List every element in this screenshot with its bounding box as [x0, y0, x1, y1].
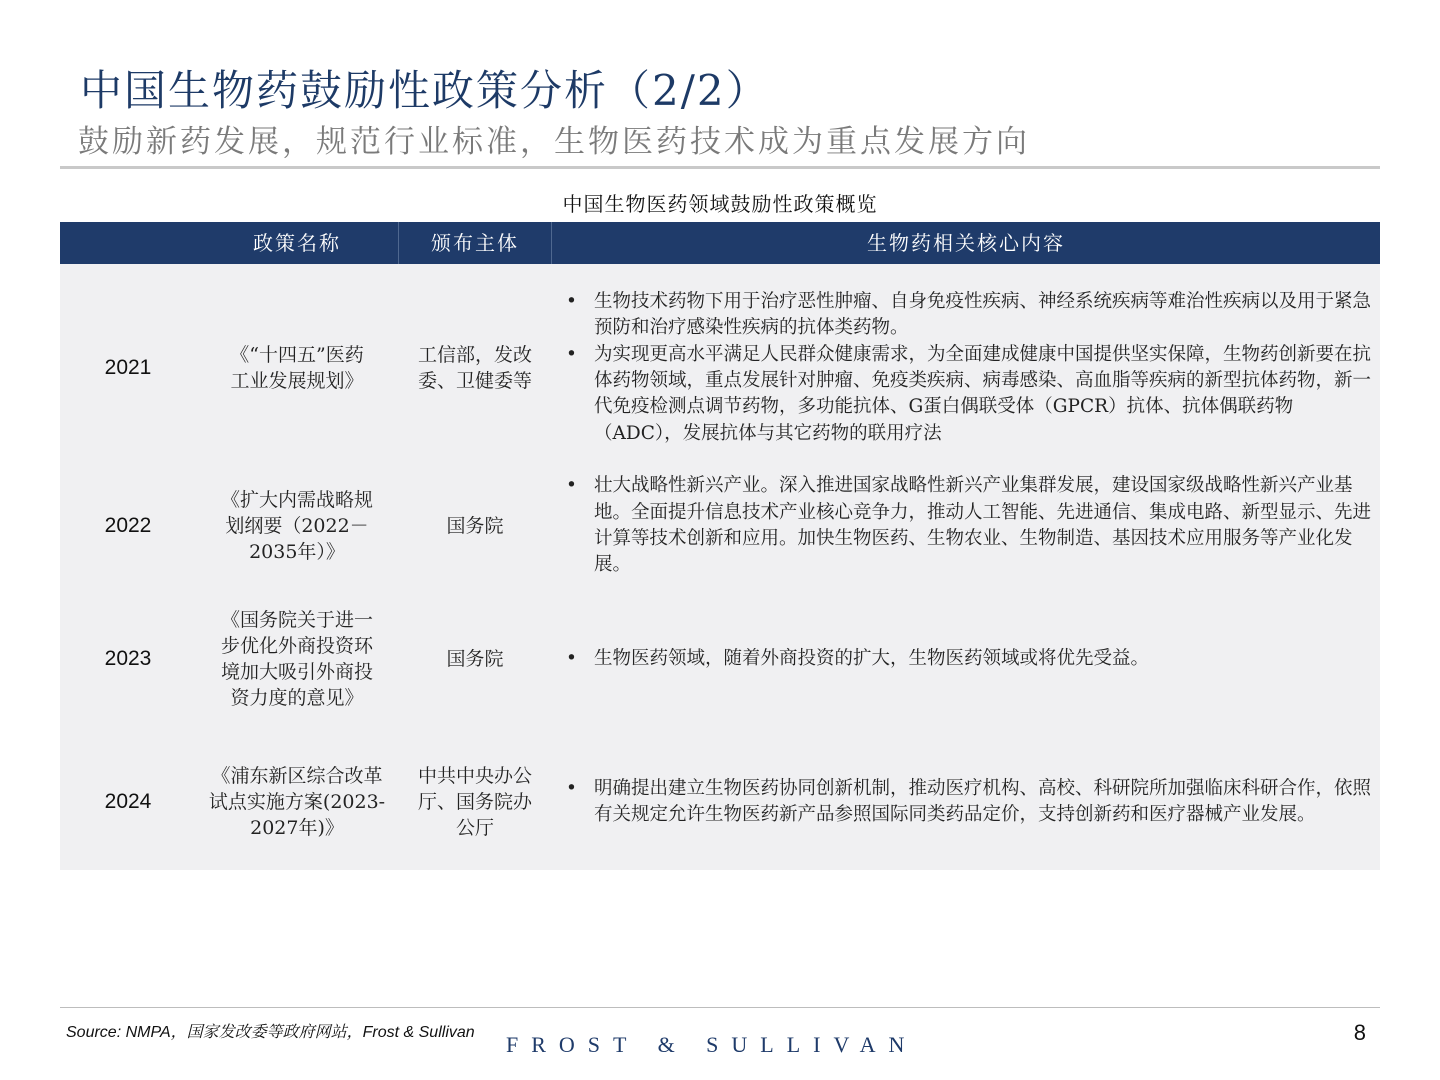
row-content	[552, 592, 1380, 726]
header-policy-name: 政策名称	[253, 231, 341, 255]
row-policy-name	[196, 752, 398, 852]
content-bullet: • 为实现更高水平满足人民群众健康需求，为全面建成健康中国提供坚实保障，生物药创新要在抗体药物领域，重点发展针对肿瘤、免疫类疾病、病毒感染、高血脂等疾病的新型抗体药物，新一代免疫检测点调节药物，多功能抗体、G蛋白偶联受体（GPCR）抗体、抗体偶联药物（ADC），发展抗体与其它药物的联用疗法	[594, 342, 1376, 447]
row-year: 2022	[104, 514, 152, 537]
row-year: 2021	[104, 356, 152, 379]
content-bullet: • 生物技术药物下用于治疗恶性肿瘤、自身免疫性疾病、神经系统疾病等难治性疾病以及用于紧急预防和治疗感染性疾病的抗体类药物。	[594, 289, 1376, 342]
row-policy-name	[196, 270, 398, 466]
table-row	[60, 472, 1380, 580]
footer-divider	[60, 1007, 1380, 1008]
policy-name-text: 《浦东新区综合改革试点实施方案(2023-2027年)》	[208, 765, 386, 839]
issuer-text: 国务院	[446, 648, 504, 670]
header-core-content: 生物药相关核心内容	[867, 231, 1065, 255]
issuer-text: 国务院	[446, 515, 504, 537]
title-divider	[60, 166, 1380, 169]
row-year: 2023	[104, 647, 152, 670]
page-subtitle: 鼓励新药发展，规范行业标准，生物医药技术成为重点发展方向	[78, 124, 1030, 160]
row-policy-name	[196, 472, 398, 580]
row-issuer	[398, 472, 552, 580]
row-content	[552, 270, 1380, 466]
table-row	[60, 270, 1380, 466]
table-row	[60, 592, 1380, 726]
content-bullet: • 明确提出建立生物医药协同创新机制，推动医疗机构、高校、科研院所加强临床科研合作，依照有关规定允许生物医药新产品参照国际同类药品定价，支持创新药和医疗器械产业发展。	[594, 776, 1376, 829]
content-bullet: • 生物医药领域，随着外商投资的扩大，生物医药领域或将优先受益。	[594, 646, 1149, 672]
policy-name-text: 《“十四五”医药工业发展规划》	[230, 344, 364, 392]
policy-table	[60, 222, 1380, 870]
policy-name-text: 《扩大内需战略规划纲要（2022－2035年）》	[220, 489, 373, 563]
row-issuer	[398, 592, 552, 726]
table-caption: 中国生物医药领域鼓励性政策概览	[562, 192, 878, 216]
row-issuer	[398, 270, 552, 466]
content-bullet: • 壮大战略性新兴产业。深入推进国家战略性新兴产业集群发展，建设国家级战略性新兴产业基地。全面提升信息技术产业核心竞争力，推动人工智能、先进通信、集成电路、新型显示、先进计算等技术创新和应用。加快生物医药、生物农业、生物制造、基因技术应用服务等产业化发展。	[594, 473, 1376, 578]
issuer-text: 中共中央办公厅、国务院办公厅	[417, 765, 532, 839]
header-issuer: 颁布主体	[431, 231, 519, 255]
page-number: 8	[1353, 1020, 1366, 1045]
table-row	[60, 752, 1380, 852]
policy-name-text: 《国务院关于进一步优化外商投资环境加大吸引外商投资力度的意见》	[220, 609, 373, 709]
header-year	[60, 222, 196, 264]
row-policy-name	[196, 592, 398, 726]
source-note: Source: NMPA，国家发改委等政府网站，Frost & Sullivan	[66, 1024, 475, 1041]
frost-sullivan-logo: FROST & SULLIVAN	[506, 1032, 918, 1057]
row-issuer	[398, 752, 552, 852]
row-content	[552, 472, 1380, 580]
page-title: 中国生物药鼓励性政策分析（2/2）	[80, 66, 770, 115]
issuer-text: 工信部，发改委、卫健委等	[417, 344, 532, 392]
table-header	[60, 222, 1380, 264]
row-year: 2024	[104, 790, 152, 813]
row-content	[552, 752, 1380, 852]
